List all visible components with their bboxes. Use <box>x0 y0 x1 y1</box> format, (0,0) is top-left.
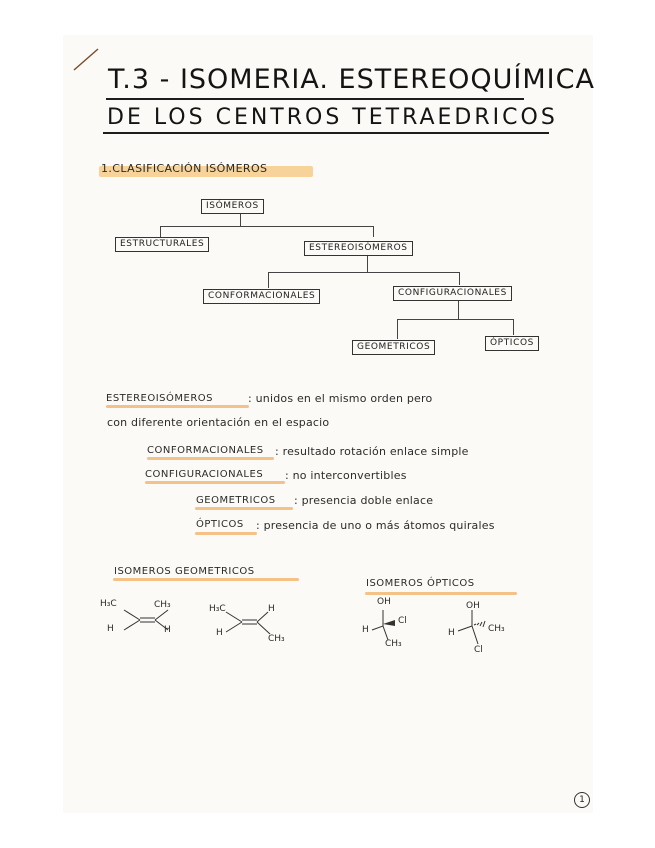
pencil-mark-icon <box>72 46 102 72</box>
tree-node-estereoisomeros: ESTEREOISÓMEROS <box>304 241 413 256</box>
definition-term: GEOMETRICOS <box>196 495 276 506</box>
substituent-label: Cl <box>474 645 483 655</box>
substituent-label: H <box>107 624 114 634</box>
tree-connector <box>268 272 460 273</box>
substituent-label: OH <box>377 597 391 607</box>
page-subtitle: DE LOS CENTROS TETRAEDRICOS <box>107 105 558 130</box>
tree-connector <box>268 272 269 288</box>
tree-connector <box>459 272 460 285</box>
substituent-label: CH₃ <box>268 634 285 644</box>
tree-node-opticos: ÓPTICOS <box>485 336 539 351</box>
term-underline <box>145 481 285 484</box>
section-heading: 1.CLASIFICACIÓN ISÓMEROS <box>101 162 268 175</box>
tree-node-conformacionales: CONFORMACIONALES <box>203 289 320 304</box>
optical-heading: ISOMEROS ÓPTICOS <box>366 578 475 589</box>
tree-node-geometricos: GEOMETRICOS <box>352 340 435 355</box>
tree-node-estructurales: ESTRUCTURALES <box>115 237 209 252</box>
tree-connector <box>373 226 374 237</box>
definition-text: con diferente orientación en el espacio <box>107 416 330 429</box>
heading-underline <box>113 578 299 581</box>
substituent-label: CH₃ <box>488 624 505 634</box>
substituent-label: H₃C <box>209 604 226 614</box>
substituent-label: CH₃ <box>385 639 402 649</box>
definition-term: CONFIGURACIONALES <box>145 469 264 480</box>
tree-connector <box>160 226 374 227</box>
substituent-label: H <box>164 625 171 635</box>
term-underline <box>147 457 274 460</box>
page-title: T.3 - ISOMERIA. ESTEREOQUÍMICA <box>108 64 595 95</box>
title-underline-1 <box>106 98 524 100</box>
term-underline <box>106 405 249 408</box>
definition-text: : presencia doble enlace <box>294 494 434 507</box>
tree-connector <box>458 301 459 319</box>
tree-connector <box>513 319 514 335</box>
substituent-label: H₃C <box>100 599 117 609</box>
term-underline <box>195 507 293 510</box>
tree-node-isomeros: ISÓMEROS <box>201 199 264 214</box>
tree-connector <box>240 214 241 226</box>
substituent-label: OH <box>466 601 480 611</box>
tree-connector <box>397 319 514 320</box>
tree-connector <box>160 226 161 237</box>
definition-text: : presencia de uno o más átomos quirales <box>256 519 495 532</box>
tree-connector <box>367 256 368 272</box>
page-number: 1 <box>574 792 590 808</box>
substituent-label: Cl <box>398 616 407 626</box>
heading-underline <box>365 592 517 595</box>
definition-term: ESTEREOISÓMEROS <box>106 393 214 404</box>
tree-node-configuracionales: CONFIGURACIONALES <box>393 286 512 301</box>
definition-text: : resultado rotación enlace simple <box>275 445 469 458</box>
term-underline <box>195 532 257 535</box>
substituent-label: H <box>448 628 455 638</box>
definition-text: : unidos en el mismo orden pero <box>248 392 433 405</box>
definition-text: : no interconvertibles <box>285 469 407 482</box>
title-underline-2 <box>103 132 549 134</box>
substituent-label: CH₃ <box>154 600 171 610</box>
geometric-heading: ISOMEROS GEOMETRICOS <box>114 566 255 577</box>
definition-term: ÓPTICOS <box>196 519 244 530</box>
tree-connector <box>397 319 398 339</box>
substituent-label: H <box>216 628 223 638</box>
substituent-label: H <box>362 625 369 635</box>
substituent-label: H <box>268 604 275 614</box>
definition-term: CONFORMACIONALES <box>147 445 264 456</box>
